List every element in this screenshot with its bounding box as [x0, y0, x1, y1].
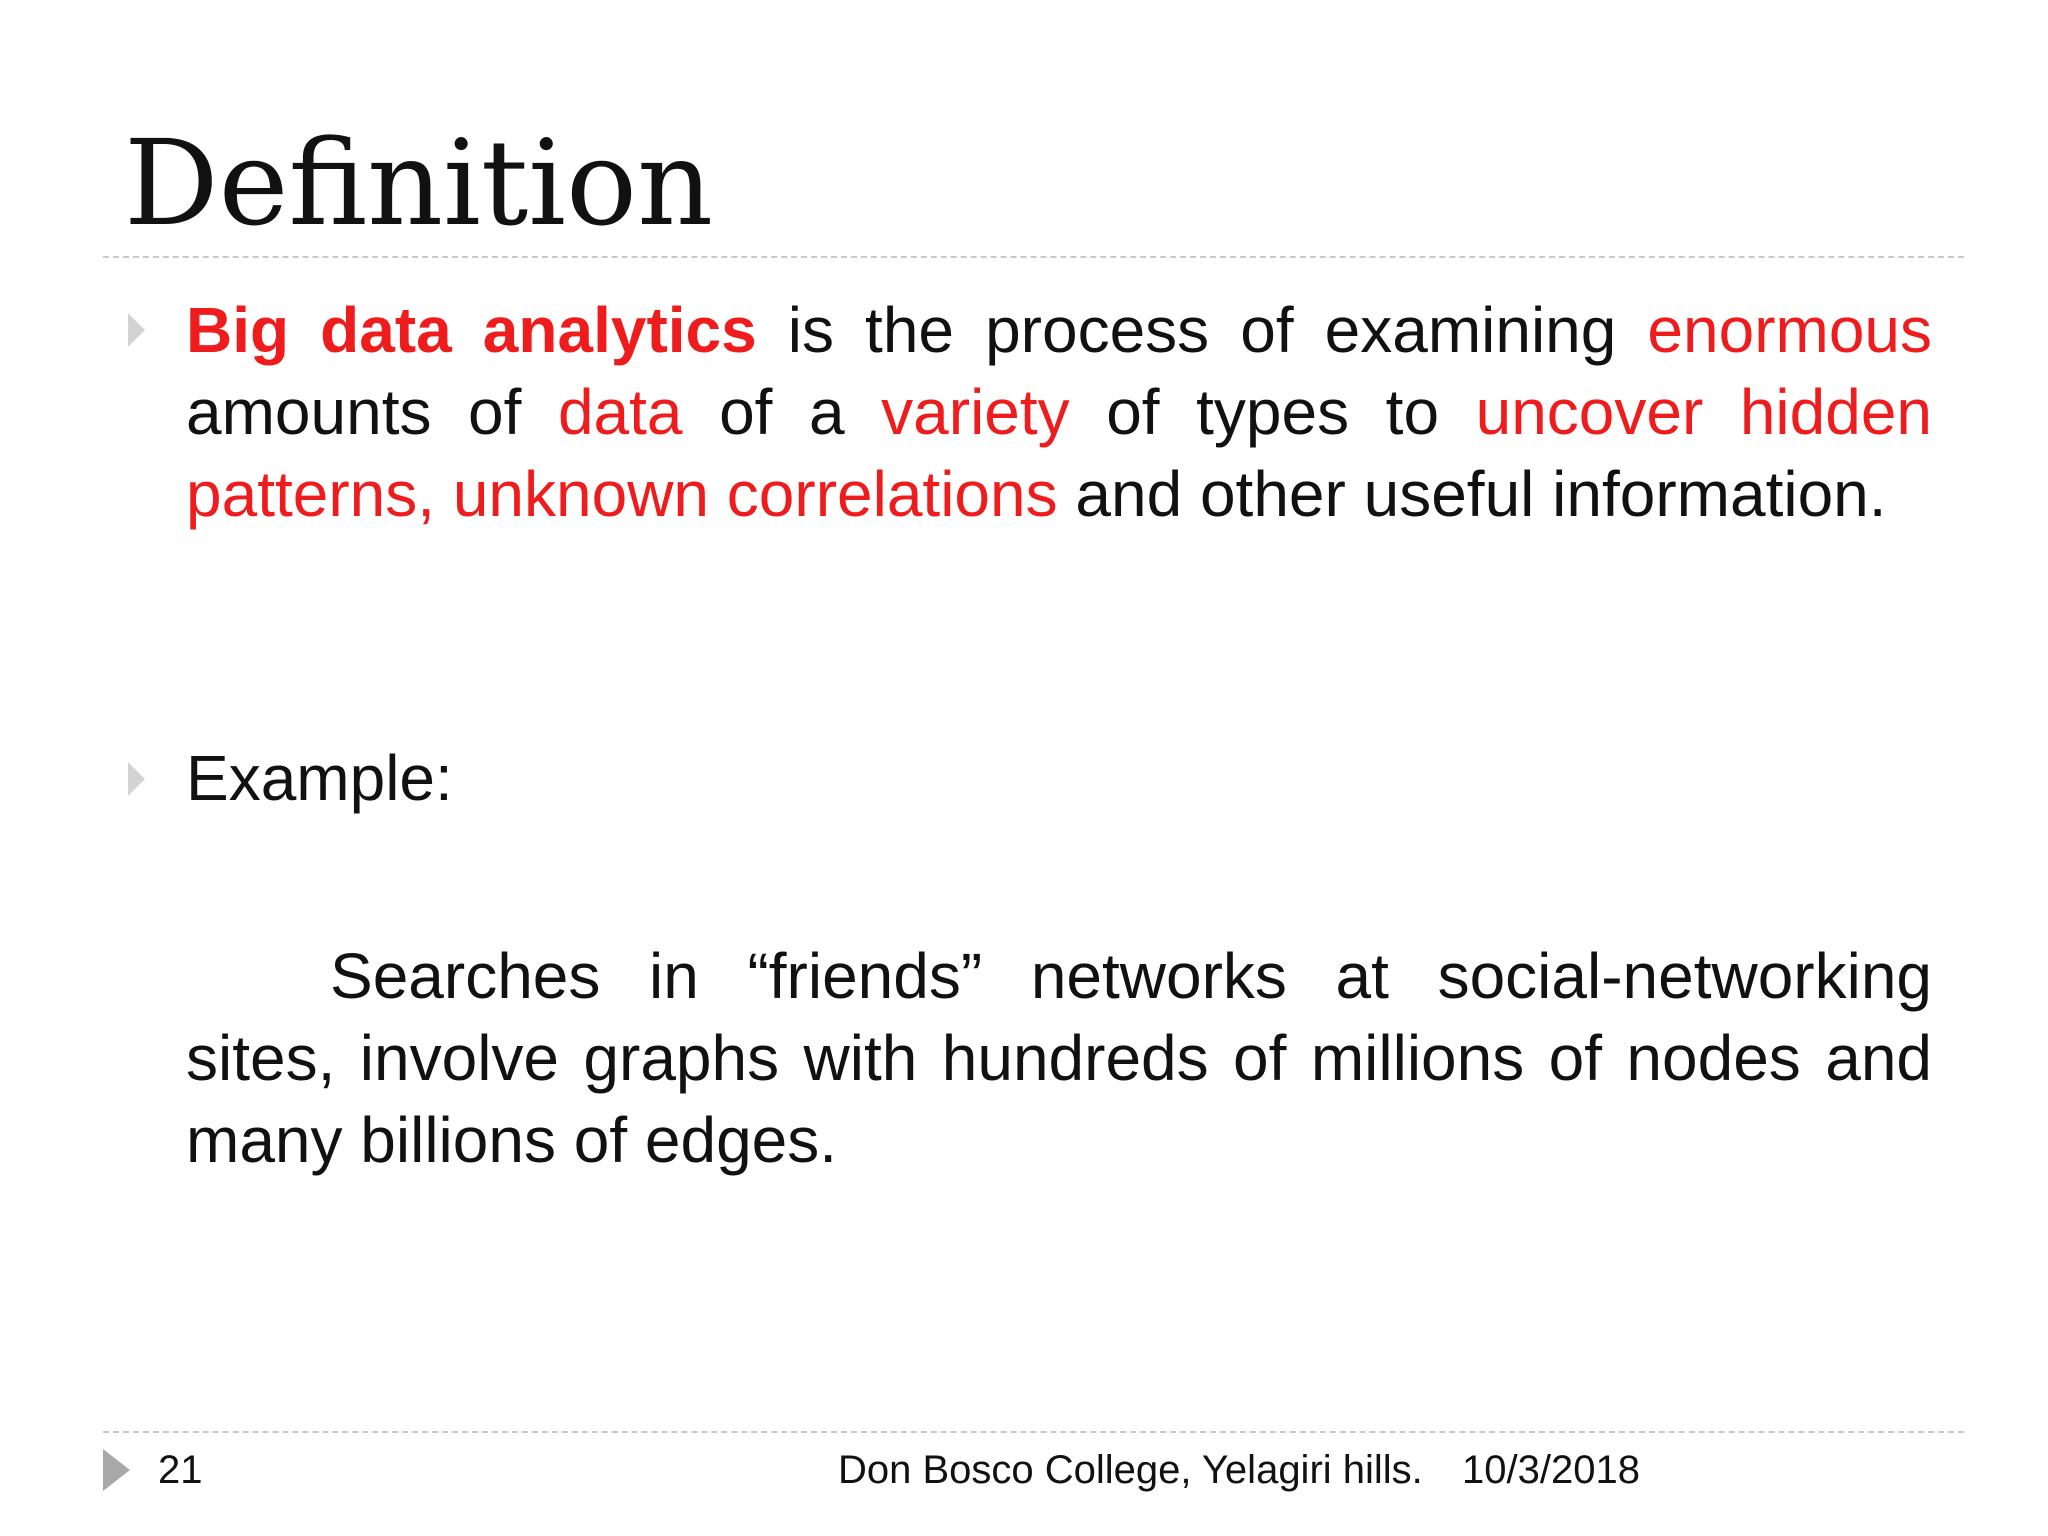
footer-date: 10/3/2018 [1462, 1448, 1640, 1492]
footer-organization: Don Bosco College, Yelagiri hills. [838, 1448, 1423, 1492]
highlighted-word-data: data [557, 376, 683, 448]
definition-term: Big data analytics [186, 294, 757, 366]
highlighted-word-enormous: enormous [1647, 294, 1933, 366]
definition-text-segment: amounts of [186, 376, 558, 448]
definition-text-segment: of a [682, 376, 882, 448]
bullet-arrow-icon [128, 762, 145, 796]
highlighted-word-variety: variety [881, 376, 1070, 448]
highlighted-phrase-patterns-correlations: uncover hidden patterns, unknown correlations [186, 376, 1933, 530]
bullet-arrow-icon [128, 313, 145, 347]
definition-text-segment: is the process of examining [756, 294, 1648, 366]
footer-divider [103, 1431, 1964, 1433]
footer-arrow-icon [103, 1449, 130, 1491]
example-paragraph: Searches in “friends” networks at social-networking sites, involve graphs with hundreds of millions of nodes and many billions of edges. [186, 940, 1932, 1176]
example-label: Example: [186, 742, 453, 814]
slide-number: 21 [158, 1448, 203, 1492]
definition-text-segment: and other useful information. [1057, 458, 1887, 530]
slide-title: Definition [124, 114, 714, 252]
definition-paragraph [186, 289, 1932, 535]
definition-text-segment: of types to [1069, 376, 1476, 448]
title-divider [103, 256, 1964, 258]
